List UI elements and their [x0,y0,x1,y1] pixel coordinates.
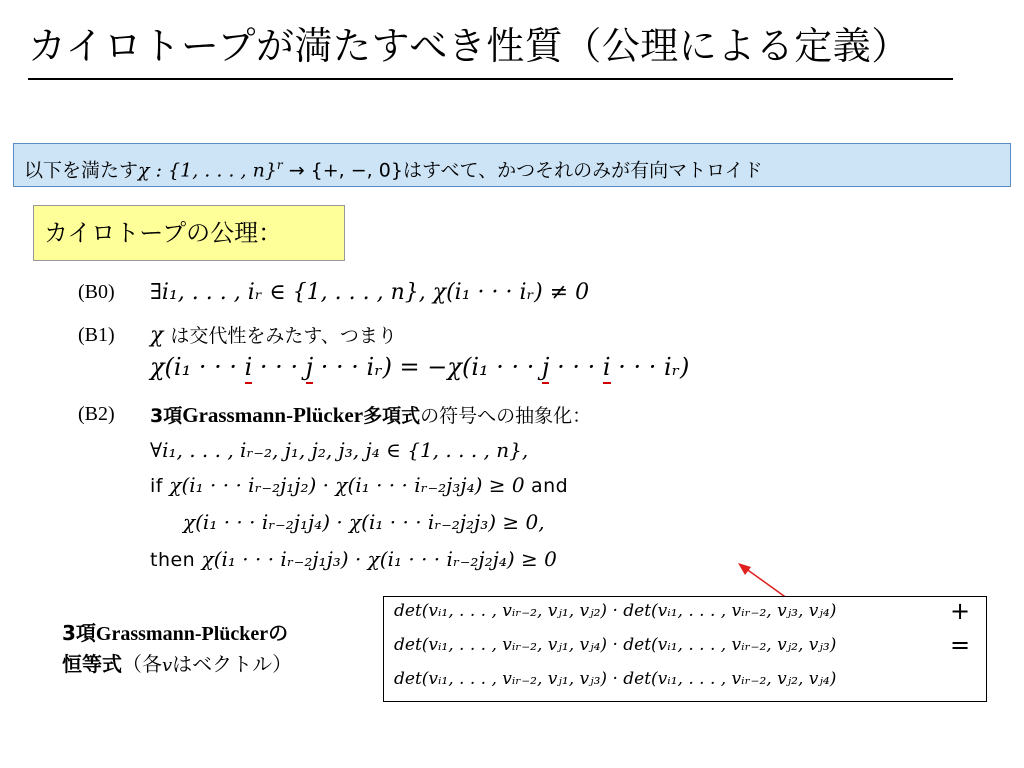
axioms-label-box [33,205,345,261]
b1-underlined-i-2: i [602,353,611,381]
axiom-b2-label: (B2) [78,403,115,425]
b1-part-3: · · · iᵣ) = −χ(i₁ · · · [313,353,543,381]
b1-part-5: · · · iᵣ) [610,353,690,381]
axiom-b0-label: (B0) [78,281,115,303]
identity-label [62,618,292,681]
definition-domain: : {1, . . . , n} [149,159,277,182]
identity-post: の [268,621,289,645]
determinant-identity-box [383,596,987,702]
axiom-b2-heading [150,401,591,428]
definition-arrow: → [282,159,311,182]
b1-underlined-j-2: j [542,353,550,381]
axiom-b1-formula [150,353,689,381]
axiom-b2-quantifier: ∀i₁, . . . , iᵣ₋₂, j₁, j₂, j₃, j₄ ∈ {1, . . . , n}, [150,438,529,462]
determinant-row-3: det(vᵢ₁, . . . , vᵢᵣ₋₂, vⱼ₁, vⱼ₃) · det(vᵢ₁, . . . , vᵢᵣ₋₂, vⱼ₂, vⱼ₄) [394,669,837,689]
identity-name: Grassmann-Plücker [95,623,269,645]
page-title: カイロトープが満たすべき性質（公理による定義） [28,24,910,68]
definition-prefix: 以下を満たす [24,159,139,182]
definition-box [13,143,1011,187]
title-underline [28,78,953,80]
identity-label-line-2 [62,649,292,681]
b2-and-word: and [530,475,569,497]
b1-part-1: χ(i₁ · · · [150,353,245,381]
determinant-op-1: + [950,597,971,625]
determinant-op-2: = [950,631,971,659]
b2-if-word: if [150,475,163,497]
b2-conclusion-formula: χ(i₁ · · · iᵣ₋₂j₁j₃) · χ(i₁ · · · iᵣ₋₂j₂j₄) ≥ 0 [201,547,557,571]
definition-codomain: {+, −, 0} [310,159,403,182]
b2-heading-post: の符号への抽象化： [420,405,592,427]
axiom-b0-formula: ∃i₁, . . . , iᵣ ∈ {1, . . . , n}, χ(i₁ · · · iᵣ) ≠ 0 [150,280,590,305]
axiom-b2-condition-2: χ(i₁ · · · iᵣ₋₂j₁j₄) · χ(i₁ · · · iᵣ₋₂j₂j₃) ≥ 0, [183,510,545,534]
b1-underlined-i: i [244,353,253,381]
axiom-b2-conclusion [150,547,557,571]
axioms-label: カイロトープの公理： [44,219,283,247]
identity-v: v [162,655,173,676]
axiom-b1-chi: χ [150,323,164,348]
identity-line2-a: 恒等式 [62,652,122,676]
b2-then-word: then [150,549,196,571]
b2-heading-name: Grassmann-Plücker [182,403,364,427]
b2-heading-pre: 3項 [150,405,183,427]
determinant-row-1: det(vᵢ₁, . . . , vᵢᵣ₋₂, vⱼ₁, vⱼ₂) · det(vᵢ₁, . . . , vᵢᵣ₋₂, vⱼ₃, vⱼ₄) [394,601,837,621]
b2-heading-mid: 多項式 [363,405,421,427]
axiom-b1-label: (B1) [78,324,115,346]
definition-chi: χ [138,159,150,182]
identity-label-line-1 [62,618,292,649]
identity-line2-b: （各 [122,652,162,676]
identity-line2-c: はベクトル） [172,652,293,676]
identity-pre: 3項 [62,621,96,645]
determinant-row-2: det(vᵢ₁, . . . , vᵢᵣ₋₂, vⱼ₁, vⱼ₄) · det(vᵢ₁, . . . , vᵢᵣ₋₂, vⱼ₂, vⱼ₃) [394,635,837,655]
axiom-b1-statement [150,321,397,348]
b1-part-4: · · · [549,353,603,381]
definition-suffix: はすべて、かつそれのみが有向マトロイド [402,159,763,182]
b2-condition-1-formula: χ(i₁ · · · iᵣ₋₂j₁j₂) · χ(i₁ · · · iᵣ₋₂j₃j₄) ≥ 0 [169,473,525,497]
axiom-b1-text: は交代性をみたす、つまり [170,325,397,347]
b1-part-2: · · · [252,353,306,381]
b1-underlined-j: j [305,353,314,381]
axiom-b2-condition-1 [150,473,568,497]
definition-exponent: r [276,158,283,172]
